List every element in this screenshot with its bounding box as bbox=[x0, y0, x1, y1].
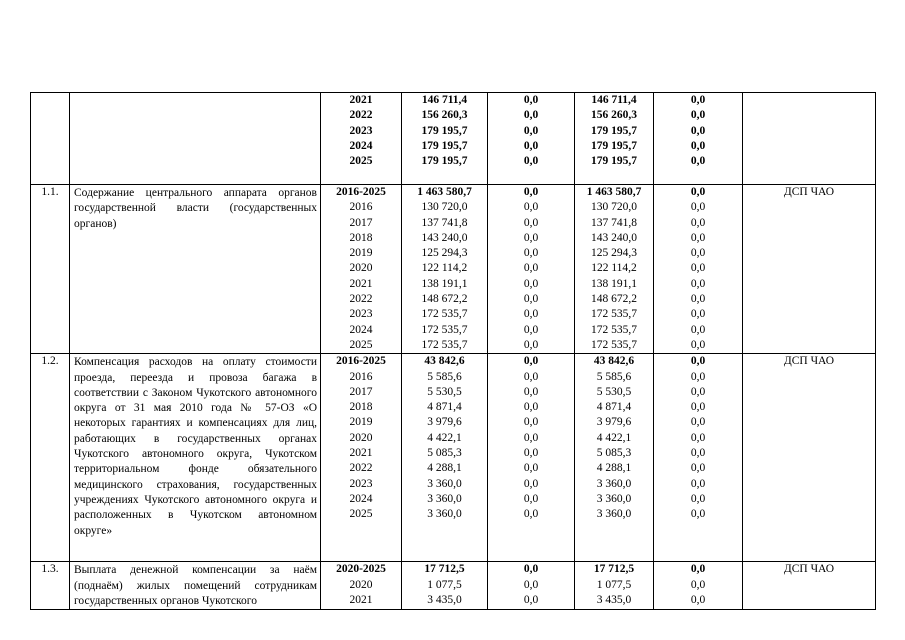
amount-value: 172 535,7 bbox=[421, 338, 468, 351]
amount-value: 179 195,7 bbox=[421, 124, 468, 137]
year-value: 2022 bbox=[349, 109, 373, 122]
executor: ДСП ЧАО bbox=[743, 354, 876, 562]
amount-value: 0,0 bbox=[523, 139, 539, 152]
year-value: 2017 bbox=[349, 216, 373, 229]
amount-value: 4 871,4 bbox=[427, 401, 462, 414]
item-name: Содержание центрального аппарата органов государственной власти (государственных органов) bbox=[74, 187, 317, 230]
amount-value: 4 422,1 bbox=[427, 431, 462, 444]
amount-value: 0,0 bbox=[690, 338, 706, 351]
amount-value: 0,0 bbox=[690, 262, 706, 275]
amount-value: 148 672,2 bbox=[421, 293, 468, 306]
table-row bbox=[31, 354, 876, 562]
amount-value: 0,0 bbox=[523, 355, 539, 368]
amount-value: 172 535,7 bbox=[421, 308, 468, 321]
amount-value: 143 240,0 bbox=[591, 231, 637, 244]
amount-value: 17 712,5 bbox=[593, 563, 635, 576]
amount-value: 0,0 bbox=[523, 155, 539, 168]
amount-value: 17 712,5 bbox=[424, 563, 465, 576]
other-amount-cell bbox=[654, 185, 743, 354]
regional-amount-cell bbox=[575, 93, 654, 185]
amount-value: 0,0 bbox=[690, 231, 706, 244]
year-value: 2016 bbox=[349, 370, 373, 383]
amount-value: 0,0 bbox=[523, 109, 539, 122]
item-number bbox=[31, 93, 70, 185]
amount-value: 179 195,7 bbox=[591, 155, 637, 168]
amount-value: 179 195,7 bbox=[591, 124, 637, 137]
amount-value: 1 463 580,7 bbox=[586, 186, 642, 198]
amount-value: 125 294,3 bbox=[591, 247, 637, 260]
amount-value: 0,0 bbox=[523, 416, 539, 429]
amount-value: 156 260,3 bbox=[591, 109, 637, 122]
amount-value: 0,0 bbox=[690, 109, 706, 122]
amount-value: 0,0 bbox=[690, 155, 706, 168]
year-value: 2022 bbox=[349, 293, 373, 306]
amount-value: 0,0 bbox=[523, 385, 539, 398]
amount-value: 0,0 bbox=[690, 293, 706, 306]
item-name: Выплата денежной компенсации за наём (поднаём) жилых помещений сотрудникам государственных органов Чукотского bbox=[74, 564, 317, 607]
amount-value: 3 360,0 bbox=[596, 477, 632, 490]
year-value: 2021 bbox=[349, 94, 373, 106]
amount-value: 1 463 580,7 bbox=[417, 186, 472, 198]
total-amount-cell bbox=[402, 93, 488, 185]
amount-value: 172 535,7 bbox=[591, 323, 637, 336]
year-value: 2016-2025 bbox=[336, 186, 386, 198]
amount-value: 0,0 bbox=[523, 216, 539, 229]
amount-value: 0,0 bbox=[690, 416, 706, 429]
item-number: 1.1. bbox=[31, 185, 70, 354]
table-row bbox=[31, 93, 876, 185]
amount-value: 0,0 bbox=[690, 247, 706, 260]
year-value: 2025 bbox=[349, 508, 373, 521]
regional-amount-cell bbox=[575, 185, 654, 354]
amount-value: 130 720,0 bbox=[421, 201, 468, 214]
amount-value: 3 360,0 bbox=[427, 477, 462, 490]
total-amount-cell bbox=[402, 185, 488, 354]
amount-value: 172 535,7 bbox=[591, 308, 637, 321]
year-value: 2019 bbox=[349, 416, 373, 429]
table-row bbox=[31, 562, 876, 610]
year-value: 2022 bbox=[349, 462, 373, 475]
amount-value: 137 741,8 bbox=[591, 216, 637, 229]
year-value: 2023 bbox=[349, 308, 373, 321]
table-body bbox=[31, 93, 876, 610]
amount-value: 0,0 bbox=[523, 401, 539, 414]
year-value: 2018 bbox=[349, 401, 373, 414]
item-number: 1.3. bbox=[31, 562, 70, 610]
year-value: 2018 bbox=[349, 231, 373, 244]
year-value: 2024 bbox=[349, 139, 373, 152]
amount-value: 0,0 bbox=[690, 401, 706, 414]
year-value: 2023 bbox=[349, 477, 373, 490]
amount-value: 0,0 bbox=[690, 323, 706, 336]
amount-value: 0,0 bbox=[690, 94, 706, 106]
amount-value: 0,0 bbox=[523, 201, 539, 214]
amount-value: 3 360,0 bbox=[427, 508, 462, 521]
total-amount-cell bbox=[402, 354, 488, 562]
amount-value: 0,0 bbox=[523, 124, 539, 137]
amount-value: 0,0 bbox=[690, 370, 706, 383]
amount-value: 43 842,6 bbox=[593, 355, 635, 368]
amount-value: 0,0 bbox=[523, 247, 539, 260]
amount-value: 0,0 bbox=[690, 308, 706, 321]
amount-value: 3 360,0 bbox=[596, 508, 632, 521]
item-name bbox=[70, 93, 320, 94]
amount-value: 0,0 bbox=[690, 508, 706, 521]
amount-value: 0,0 bbox=[690, 139, 706, 152]
amount-value: 179 195,7 bbox=[421, 155, 468, 168]
item-number: 1.2. bbox=[31, 354, 70, 562]
year-value: 2020-2025 bbox=[336, 563, 386, 576]
amount-value: 0,0 bbox=[523, 447, 539, 460]
amount-value: 0,0 bbox=[523, 508, 539, 521]
amount-value: 0,0 bbox=[523, 477, 539, 490]
amount-value: 0,0 bbox=[690, 216, 706, 229]
year-value: 2021 bbox=[349, 277, 373, 290]
item-name-cell bbox=[70, 354, 321, 562]
amount-value: 0,0 bbox=[523, 370, 539, 383]
amount-value: 1 077,5 bbox=[596, 578, 632, 591]
amount-value: 4 871,4 bbox=[596, 401, 632, 414]
amount-value: 4 288,1 bbox=[427, 462, 462, 475]
amount-value: 5 530,5 bbox=[427, 385, 462, 398]
executor bbox=[743, 93, 876, 185]
amount-value: 4 288,1 bbox=[596, 462, 632, 475]
amount-value: 5 085,3 bbox=[427, 447, 462, 460]
year-value: 2019 bbox=[349, 247, 373, 260]
amount-value: 0,0 bbox=[523, 462, 539, 475]
item-name-cell bbox=[70, 93, 321, 185]
amount-value: 0,0 bbox=[690, 431, 706, 444]
executor: ДСП ЧАО bbox=[743, 185, 876, 354]
amount-value: 0,0 bbox=[523, 323, 539, 336]
amount-value: 0,0 bbox=[523, 186, 539, 198]
amount-value: 3 360,0 bbox=[427, 492, 462, 505]
year-cell bbox=[321, 562, 402, 610]
year-value: 2017 bbox=[349, 385, 373, 398]
year-cell bbox=[321, 354, 402, 562]
amount-value: 0,0 bbox=[690, 477, 706, 490]
amount-value: 172 535,7 bbox=[421, 323, 468, 336]
other-amount-cell bbox=[654, 562, 743, 610]
amount-value: 0,0 bbox=[523, 563, 539, 576]
amount-value: 0,0 bbox=[690, 201, 706, 214]
item-name: Компенсация расходов на оплату стоимости проезда, переезда и провоза багажа в соответствии с Законом Чукотского автономного округа от 31 мая 2010 года № 57-ОЗ «О некоторых гарантиях и компенсациях для лиц, работающих в государственных органах Чукотского автономного округа, Чукотском территориальном фонде обязательного медицинского страхования, государственных учреждениях Чукотского автономного округа и расположенных в Чукотском автономном округе» bbox=[74, 356, 317, 537]
amount-value: 130 720,0 bbox=[591, 201, 637, 214]
federal-amount-cell bbox=[488, 93, 575, 185]
item-name-cell bbox=[70, 185, 321, 354]
federal-amount-cell bbox=[488, 562, 575, 610]
item-name-cell bbox=[70, 562, 321, 610]
amount-value: 138 191,1 bbox=[421, 277, 468, 290]
amount-value: 0,0 bbox=[523, 231, 539, 244]
amount-value: 148 672,2 bbox=[591, 293, 637, 306]
amount-value: 0,0 bbox=[523, 431, 539, 444]
amount-value: 0,0 bbox=[690, 385, 706, 398]
amount-value: 179 195,7 bbox=[591, 139, 637, 152]
amount-value: 0,0 bbox=[690, 462, 706, 475]
amount-value: 0,0 bbox=[690, 578, 706, 591]
federal-amount-cell bbox=[488, 185, 575, 354]
year-value: 2025 bbox=[349, 338, 373, 351]
amount-value: 146 711,4 bbox=[591, 94, 637, 106]
year-value: 2024 bbox=[349, 492, 373, 505]
amount-value: 0,0 bbox=[690, 492, 706, 505]
total-amount-cell bbox=[402, 562, 488, 610]
amount-value: 125 294,3 bbox=[421, 247, 468, 260]
amount-value: 0,0 bbox=[690, 447, 706, 460]
regional-amount-cell bbox=[575, 354, 654, 562]
amount-value: 5 585,6 bbox=[596, 370, 632, 383]
year-value: 2016 bbox=[349, 201, 373, 214]
amount-value: 0,0 bbox=[523, 492, 539, 505]
year-cell bbox=[321, 93, 402, 185]
executor: ДСП ЧАО bbox=[743, 562, 876, 610]
amount-value: 0,0 bbox=[690, 593, 706, 606]
amount-value: 1 077,5 bbox=[427, 578, 462, 591]
amount-value: 3 435,0 bbox=[427, 593, 462, 606]
year-value: 2024 bbox=[349, 323, 373, 336]
amount-value: 138 191,1 bbox=[591, 277, 637, 290]
amount-value: 0,0 bbox=[690, 277, 706, 290]
amount-value: 5 085,3 bbox=[596, 447, 632, 460]
year-value: 2025 bbox=[349, 155, 373, 168]
amount-value: 137 741,8 bbox=[421, 216, 468, 229]
amount-value: 0,0 bbox=[690, 563, 706, 576]
amount-value: 3 979,6 bbox=[427, 416, 462, 429]
amount-value: 179 195,7 bbox=[421, 139, 468, 152]
amount-value: 0,0 bbox=[523, 277, 539, 290]
amount-value: 0,0 bbox=[690, 186, 706, 198]
amount-value: 146 711,4 bbox=[421, 94, 468, 106]
amount-value: 43 842,6 bbox=[424, 355, 465, 368]
year-value: 2020 bbox=[349, 262, 373, 275]
amount-value: 156 260,3 bbox=[421, 109, 468, 122]
program-funding-table bbox=[30, 92, 876, 610]
amount-value: 0,0 bbox=[523, 293, 539, 306]
year-value: 2021 bbox=[349, 447, 373, 460]
amount-value: 0,0 bbox=[523, 94, 539, 106]
year-value: 2016-2025 bbox=[336, 355, 386, 368]
amount-value: 172 535,7 bbox=[591, 338, 637, 351]
amount-value: 3 435,0 bbox=[596, 593, 632, 606]
amount-value: 143 240,0 bbox=[421, 231, 468, 244]
regional-amount-cell bbox=[575, 562, 654, 610]
table-row bbox=[31, 185, 876, 354]
other-amount-cell bbox=[654, 354, 743, 562]
year-value: 2023 bbox=[349, 124, 373, 137]
amount-value: 0,0 bbox=[523, 308, 539, 321]
amount-value: 0,0 bbox=[690, 355, 706, 368]
amount-value: 122 114,2 bbox=[421, 262, 468, 275]
amount-value: 0,0 bbox=[523, 593, 539, 606]
amount-value: 3 360,0 bbox=[596, 492, 632, 505]
amount-value: 0,0 bbox=[523, 262, 539, 275]
year-cell bbox=[321, 185, 402, 354]
amount-value: 4 422,1 bbox=[596, 431, 632, 444]
federal-amount-cell bbox=[488, 354, 575, 562]
year-value: 2020 bbox=[349, 578, 373, 591]
amount-value: 5 585,6 bbox=[427, 370, 462, 383]
year-value: 2020 bbox=[349, 431, 373, 444]
amount-value: 122 114,2 bbox=[591, 262, 637, 275]
other-amount-cell bbox=[654, 93, 743, 185]
year-value: 2021 bbox=[349, 593, 373, 606]
amount-value: 3 979,6 bbox=[596, 416, 632, 429]
amount-value: 0,0 bbox=[523, 578, 539, 591]
amount-value: 5 530,5 bbox=[596, 385, 632, 398]
amount-value: 0,0 bbox=[523, 338, 539, 351]
amount-value: 0,0 bbox=[690, 124, 706, 137]
